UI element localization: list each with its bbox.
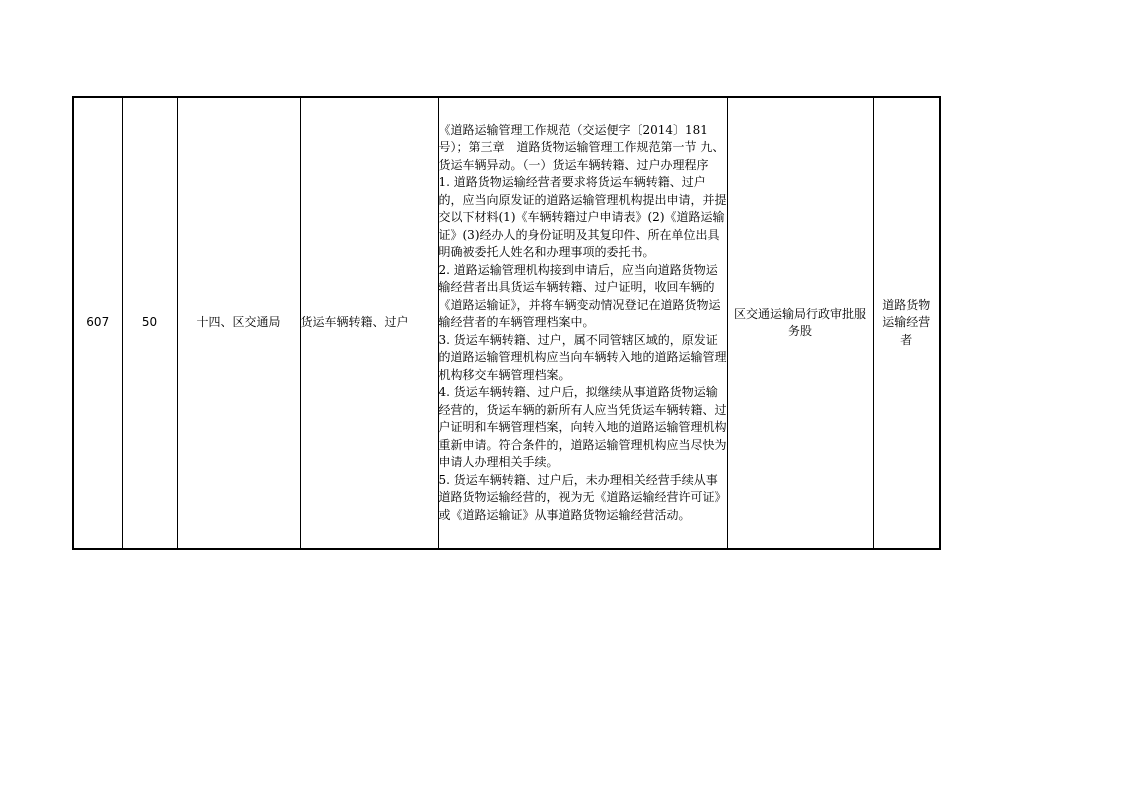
basis-paragraph: 《道路运输管理工作规范（交运便字〔2014〕181号）；第三章 道路货物运输管理工作规范第一节 九、货运车辆异动。（一）货运车辆转籍、过户办理程序: [438, 122, 725, 172]
basis-paragraph: 3. 货运车辆转籍、过户，属不同管辖区域的，原发证的道路运输管理机构应当向车辆转入地的道路运输管理机构移交车辆管理档案。: [438, 332, 727, 382]
basis-paragraph: 4. 货运车辆转籍、过户后，拟继续从事道路货物运输经营的，货运车辆的新所有人应当凭货运车辆转籍、过户证明和车辆管理档案，向转入地的道路运输管理机构重新申请。符合条件的，道路运输管理机构应当尽快为申请人办理相关手续。: [438, 385, 727, 470]
seq-value: 607: [86, 315, 110, 330]
handling-unit-value: 区交通运输局行政审批服务股: [733, 306, 866, 338]
basis-paragraph: 2. 道路运输管理机构接到申请后，应当向道路货物运输经营者出具货运车辆转籍、过户证明，收回车辆的《道路运输证》，并将车辆变动情况登记在道路货物运输经营者的车辆管理档案中。: [438, 262, 721, 330]
department-cell: [177, 97, 300, 549]
category-value: 道路货物运输经营者: [882, 297, 931, 347]
category-cell: [873, 97, 940, 549]
legal-basis-cell: [438, 97, 727, 549]
register-table: [72, 96, 941, 550]
department-value: 十四、区交通局: [196, 315, 281, 330]
basis-paragraph: 5. 货运车辆转籍、过户后，未办理相关经营手续从事道路货物运输经营的，视为无《道路运输经营许可证》或《道路运输证》从事道路货物运输经营活动。: [438, 472, 727, 522]
seq-cell: [73, 97, 122, 549]
item-name-cell: [300, 97, 438, 549]
sub-seq-value: 50: [141, 315, 158, 330]
table-row: [73, 97, 940, 549]
item-name-value: 货运车辆转籍、过户: [300, 315, 409, 330]
handling-unit-cell: [727, 97, 873, 549]
sub-seq-cell: [122, 97, 177, 549]
basis-paragraph: 1. 道路货物运输经营者要求将货运车辆转籍、过户的，应当向原发证的道路运输管理机构提出申请，并提交以下材料(1)《车辆转籍过户申请表》(2)《道路运输证》(3)经办人的身份证明及其复印件、所在单位出具明确被委托人姓名和办理事项的委托书。: [438, 175, 727, 260]
